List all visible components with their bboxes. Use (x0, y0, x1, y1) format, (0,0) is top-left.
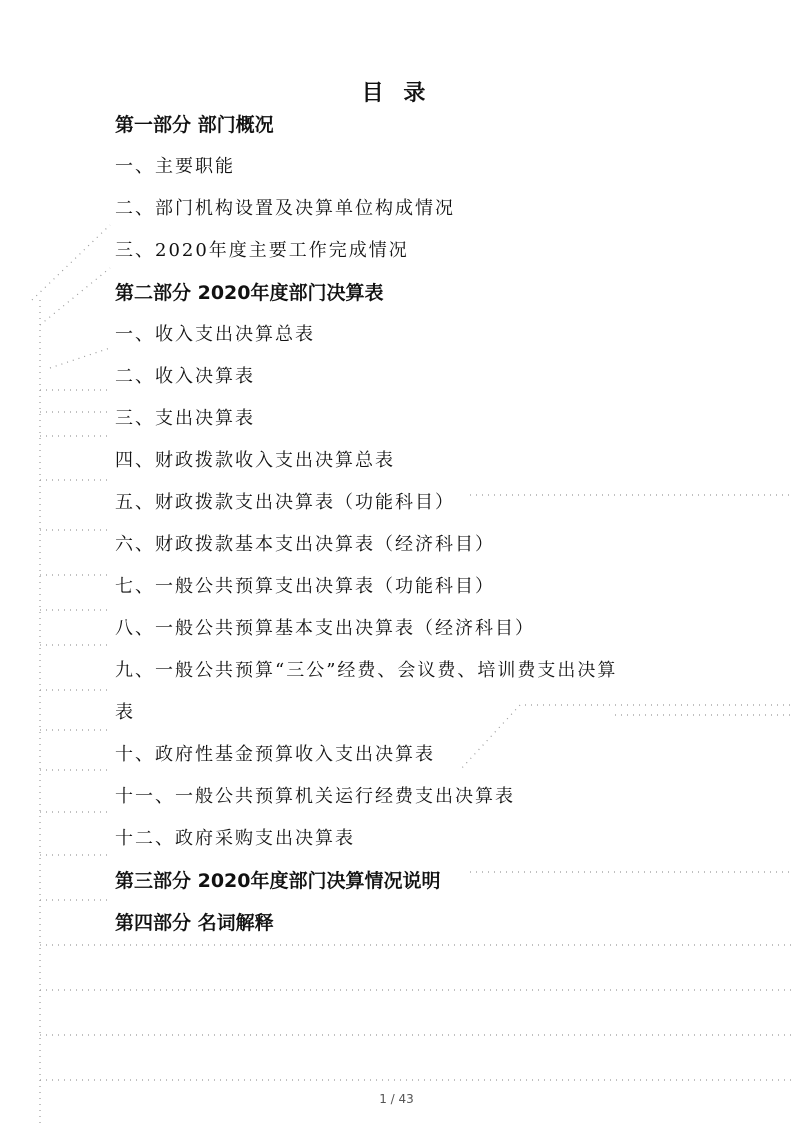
page-title: 目 录 (361, 81, 432, 106)
toc-part-1[interactable]: 第一部分 部门概况 (115, 114, 274, 136)
toc-item[interactable]: 三、2020年度主要工作完成情况 (115, 240, 409, 261)
toc-part-3[interactable]: 第三部分 2020年度部门决算情况说明 (115, 870, 441, 892)
toc-part-4[interactable]: 第四部分 名词解释 (115, 912, 274, 934)
toc-item[interactable]: 七、一般公共预算支出决算表（功能科目） (115, 576, 495, 597)
toc-item[interactable]: 六、财政拨款基本支出决算表（经济科目） (115, 534, 495, 555)
toc-item[interactable]: 二、部门机构设置及决算单位构成情况 (115, 198, 455, 219)
toc-item[interactable]: 九、一般公共预算“三公”经费、会议费、培训费支出决算 (115, 660, 618, 681)
toc-item[interactable]: 三、支出决算表 (115, 408, 255, 429)
toc-item[interactable]: 八、一般公共预算基本支出决算表（经济科目） (115, 618, 535, 639)
page-number: 1 / 43 (379, 1092, 414, 1106)
toc-item[interactable]: 四、财政拨款收入支出决算总表 (115, 450, 395, 471)
toc-item[interactable]: 十二、政府采购支出决算表 (115, 828, 355, 849)
toc-part-2[interactable]: 第二部分 2020年度部门决算表 (115, 282, 384, 304)
toc-item[interactable]: 五、财政拨款支出决算表（功能科目） (115, 492, 455, 513)
toc-item[interactable]: 十、政府性基金预算收入支出决算表 (115, 744, 435, 765)
toc-item[interactable]: 二、收入决算表 (115, 366, 255, 387)
toc-item[interactable]: 一、收入支出决算总表 (115, 324, 315, 345)
toc-item-continuation[interactable]: 表 (115, 702, 135, 723)
toc-item[interactable]: 十一、一般公共预算机关运行经费支出决算表 (115, 786, 515, 807)
toc-item[interactable]: 一、主要职能 (115, 156, 235, 177)
